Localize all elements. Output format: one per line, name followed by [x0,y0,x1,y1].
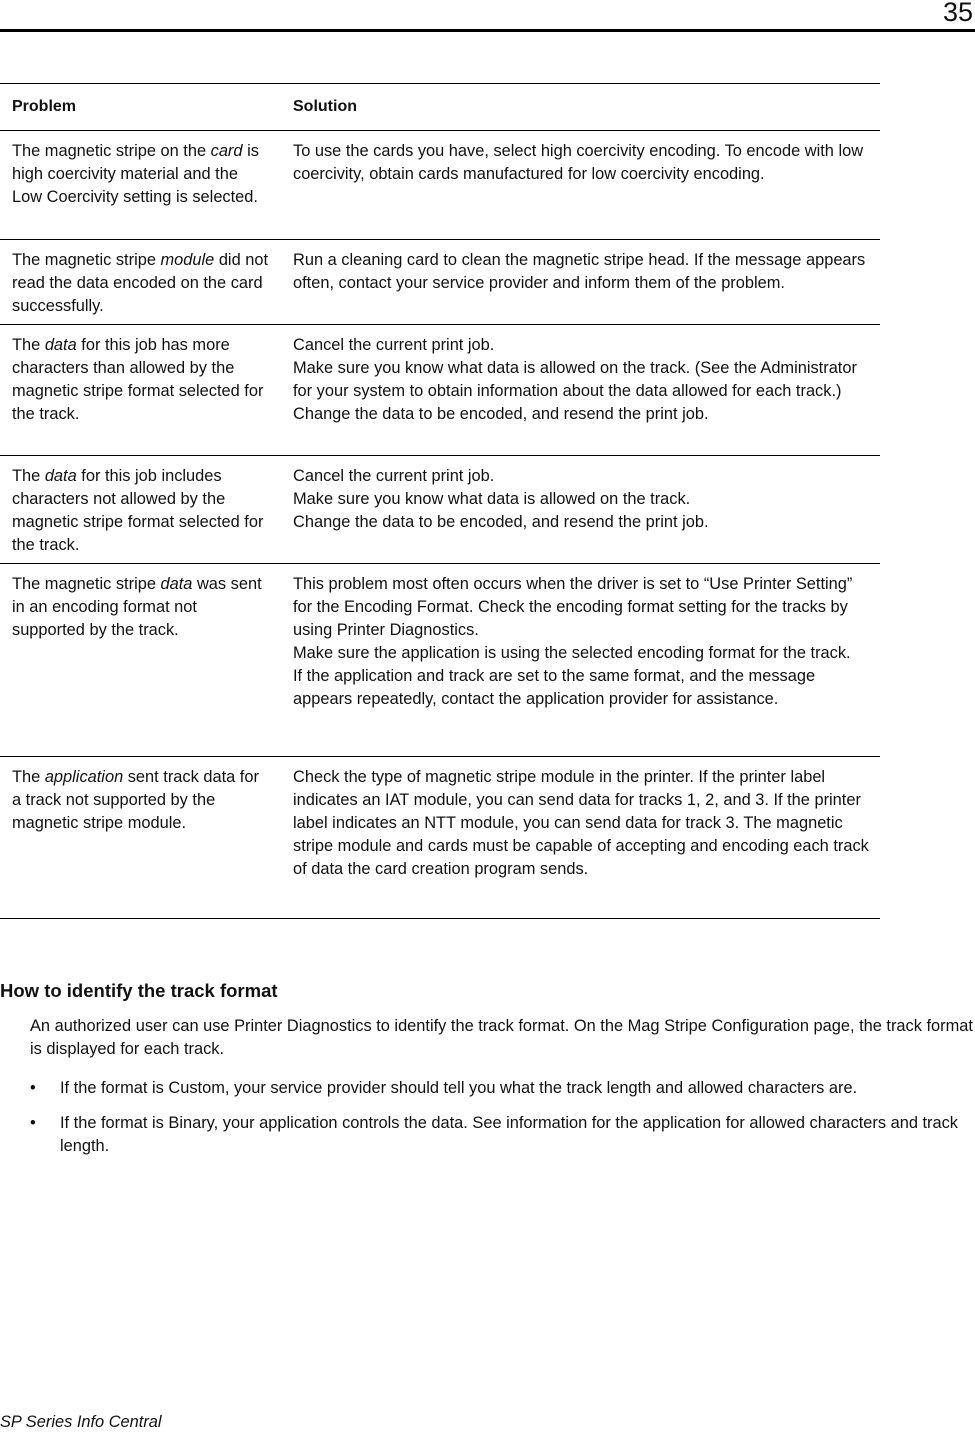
solution-cell [293,465,871,534]
solution-line: Cancel the current print job. [293,336,495,354]
emphasized-term: data [160,575,193,593]
solution-cell [293,140,871,186]
solution-line: This problem most often occurs when the driver is set to “Use Printer Setting” for the Encoding Format. Check the encoding format setting for the tracks by using Printer Diagnostics. [293,575,853,639]
solution-line: If the application and track are set to the same format, and the message appears repeatedly, contact the application provider for assistance. [293,667,816,708]
solution-line: Make sure the application is using the selected encoding format for the track. [293,644,851,662]
solution-line: Cancel the current print job. [293,467,495,485]
emphasized-term: card [210,142,243,160]
bullet-marker: • [30,1079,36,1097]
problem-text: The magnetic stripe [12,251,161,269]
emphasized-term: data [44,336,77,354]
emphasized-term: module [160,251,215,269]
problem-text: for this job has more characters than allowed by the magnetic stripe format selected for the track. [12,336,264,423]
footer-title: SP Series Info Central [0,1413,162,1431]
header-rule [0,29,975,32]
solution-line: Run a cleaning card to clean the magnetic stripe head. If the message appears often, contact your service provider and inform them of the problem. [293,251,866,292]
page-number: 35 [942,0,973,27]
troubleshooting-table [0,83,880,919]
bullet-text: If the format is Custom, your service provider should tell you what the track length and allowed characters are. [60,1079,858,1097]
problem-cell [12,766,270,835]
bullet-text: If the format is Binary, your application controls the data. See information for the application for allowed characters and track length. [60,1114,959,1155]
solution-cell [293,249,871,295]
problem-text: The magnetic stripe on the [12,142,211,160]
table-header-row [0,84,880,131]
solution-cell [293,573,871,711]
problem-text: The [12,336,45,354]
table-row [0,325,880,456]
solution-line: To use the cards you have, select high coercivity encoding. To encode with low coercivity, obtain cards manufactured for low coercivity encoding. [293,142,864,183]
problem-cell [12,573,270,642]
problem-text: The [12,467,45,485]
solution-line: Make sure you know what data is allowed on the track. (See the Administrator for your system to obtain information about the data allowed for each track.) [293,359,857,400]
problem-text: was sent in an encoding format not supported by the track. [12,575,262,639]
section-intro: An authorized user can use Printer Diagnostics to identify the track format. On the Mag Stripe Configuration page, the track format is displayed for each track. [30,1017,973,1058]
problem-text: sent track data for a track not supported by the magnetic stripe module. [12,768,259,832]
solution-cell [293,334,871,426]
column-header-solution: Solution [293,98,357,115]
problem-cell [12,334,270,426]
solution-line: Make sure you know what data is allowed on the track. [293,490,691,508]
solution-line: Change the data to be encoded, and resend the print job. [293,513,709,531]
table-row [0,131,880,240]
problem-cell [12,249,270,318]
solution-line: Check the type of magnetic stripe module in the printer. If the printer label indicates an IAT module, you can send data for tracks 1, 2, and 3. If the printer label indicates an NTT module, you can send data for track 3. The magnetic stripe module and cards must be capable of accepting and encoding each track of data the card creation program sends. [293,768,869,878]
problem-text: is high coercivity material and the Low Coercivity setting is selected. [12,142,259,206]
problem-text: The [12,768,45,786]
emphasized-term: data [44,467,77,485]
problem-cell [12,140,270,209]
table-row [0,564,880,757]
problem-text: did not read the data encoded on the card successfully. [12,251,269,315]
table-row [0,757,880,919]
solution-line: Change the data to be encoded, and resend the print job. [293,405,709,423]
problem-text: The magnetic stripe [12,575,161,593]
bullet-marker: • [30,1114,36,1132]
emphasized-term: application [44,768,124,786]
section-heading: How to identify the track format [0,980,278,1001]
table-row [0,240,880,325]
column-header-problem: Problem [12,98,77,115]
problem-cell [12,465,270,557]
problem-text: for this job includes characters not allowed by the magnetic stripe format selected for the track. [12,467,264,554]
solution-cell [293,766,871,881]
table-row [0,456,880,564]
